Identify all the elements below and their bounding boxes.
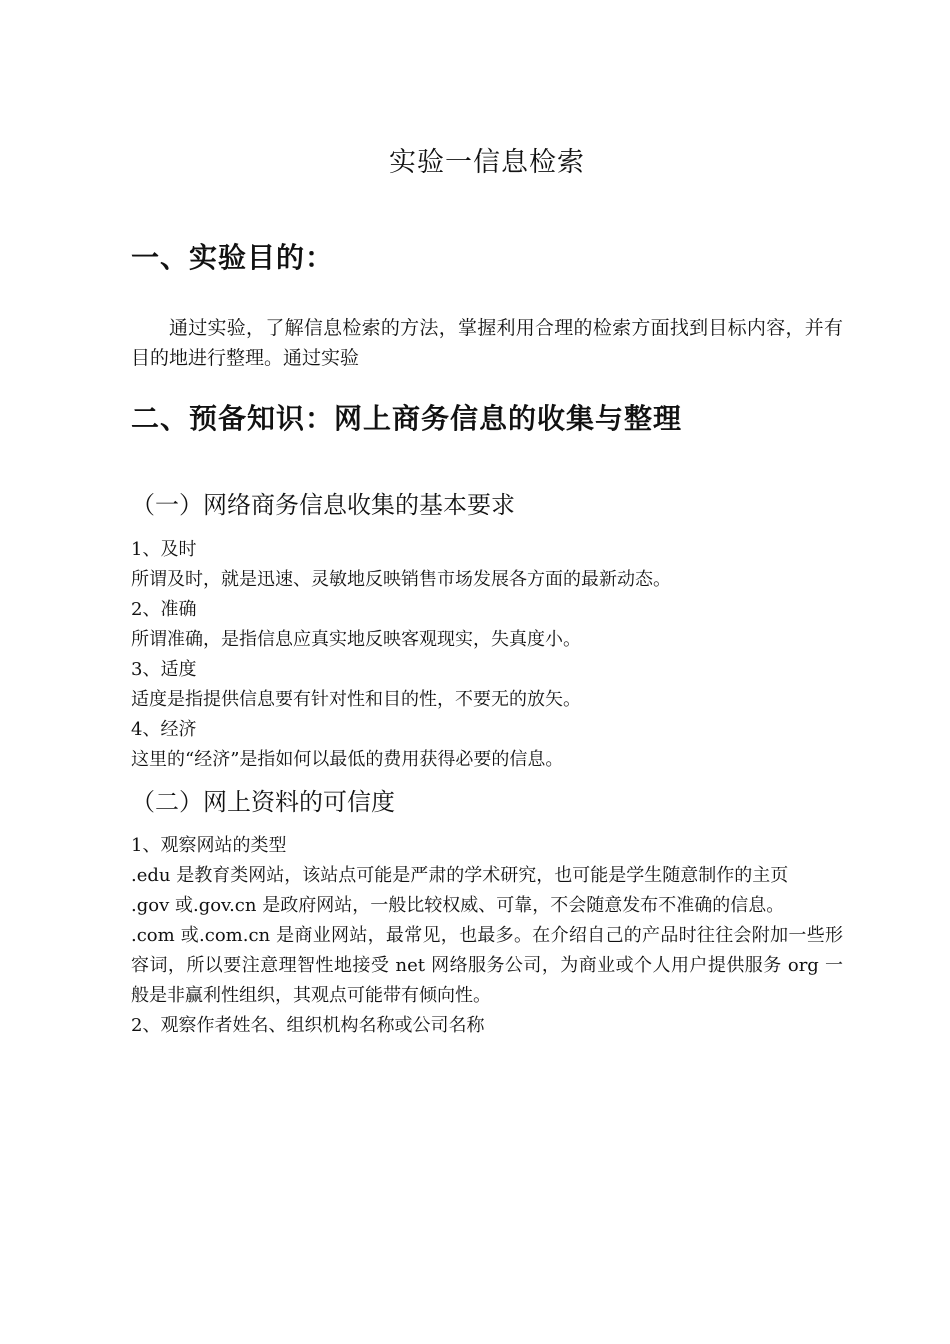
list-item: 3、适度 xyxy=(131,659,197,680)
list-item: 所谓及时，就是迅速、灵敏地反映销售市场发展各方面的最新动态。 xyxy=(131,569,671,590)
list-item: .com 或.com.cn 是商业网站，最常见，也最多。在介绍自己的产品时往往会附加一些形容词，所以要注意理智性地接受 net 网络服务公司，为商业或个人用户提供服务 org 一般是非赢利性组织，其观点可能带有倾向性。 xyxy=(131,925,843,1006)
list-item: 2、准确 xyxy=(131,599,197,620)
list-item: 所谓准确，是指信息应真实地反映客观现实，失真度小。 xyxy=(131,629,581,650)
subsection-heading-requirements: （一）网络商务信息收集的基本要求 xyxy=(131,491,515,519)
list-item: 2、观察作者姓名、组织机构名称或公司名称 xyxy=(131,1015,485,1036)
list-item: .gov 或.gov.cn 是政府网站，一般比较权威、可靠，不会随意发布不准确的信息。 xyxy=(131,895,785,916)
document-title: 实验一信息检索 xyxy=(389,147,585,178)
objective-paragraph: 通过实验，了解信息检索的方法，掌握利用合理的检索方面找到目标内容，并有目的地进行整理。通过实验 xyxy=(131,317,843,369)
list-item: 适度是指提供信息要有针对性和目的性，不要无的放矢。 xyxy=(131,689,581,710)
section-heading-objective: 一、实验目的： xyxy=(131,241,335,274)
section-heading-background: 二、预备知识：网上商务信息的收集与整理 xyxy=(131,402,683,435)
subsection-heading-credibility: （二）网上资料的可信度 xyxy=(131,788,395,816)
list-item: 4、经济 xyxy=(131,719,197,740)
credibility-list xyxy=(131,831,843,1041)
list-item: .edu 是教育类网站，该站点可能是严肃的学术研究，也可能是学生随意制作的主页 xyxy=(131,865,789,886)
list-item: 1、及时 xyxy=(131,539,197,560)
list-item: 这里的“经济”是指如何以最低的费用获得必要的信息。 xyxy=(131,749,564,770)
list-item: 1、观察网站的类型 xyxy=(131,835,287,856)
requirements-list xyxy=(131,535,843,775)
